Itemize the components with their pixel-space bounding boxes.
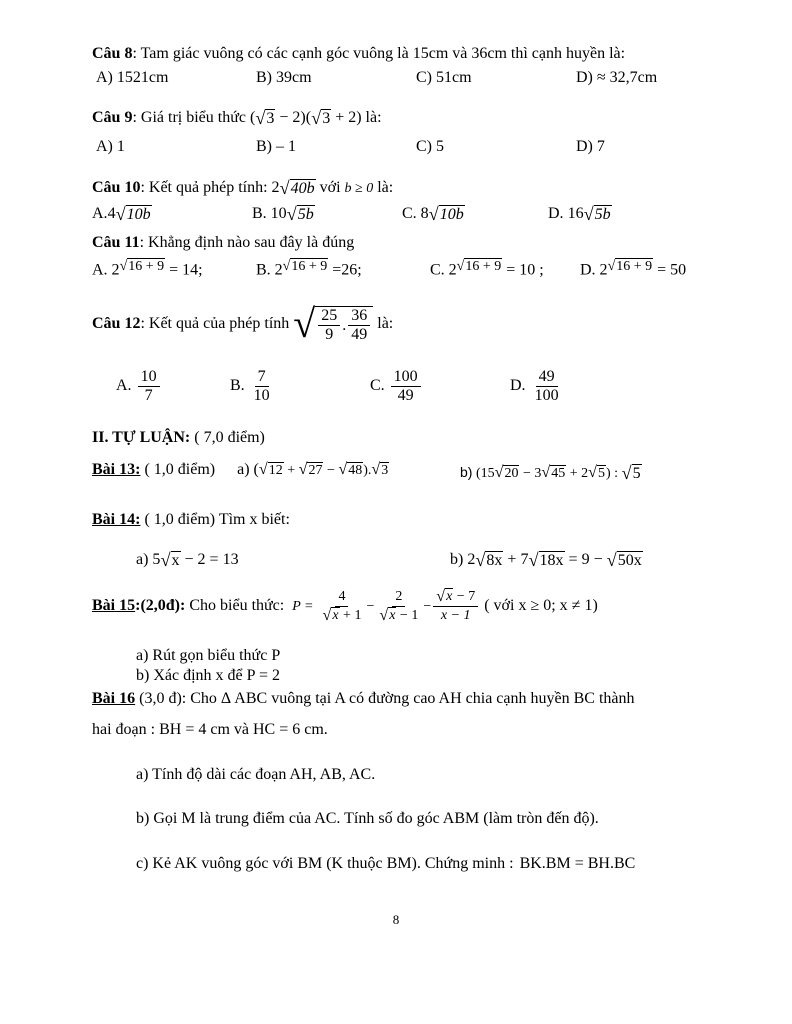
- q9-sqrt-b: √ 3: [311, 108, 331, 129]
- q12-text: : Kết quả của phép tính: [140, 315, 290, 332]
- q11-text: : Khẳng định nào sau đây là đúng: [139, 234, 355, 251]
- q12-label: Câu 12: [92, 315, 141, 332]
- q10-stem: [92, 178, 393, 199]
- b14-part-a: a) 5 √ x − 2 = 13: [136, 550, 239, 571]
- q11-option-b: B. 2 √ 16 + 9 =26;: [256, 259, 362, 279]
- b15-points: :(2,0đ):: [135, 597, 186, 614]
- q10-option-c: C. 8 √ 10b: [402, 204, 464, 225]
- q8-option-a: A) 1521cm: [96, 69, 169, 86]
- b16-text-1: (3,0 đ): Cho Δ ABC vuông tại A có đường cao AH chia cạnh huyền BC thành: [135, 690, 635, 707]
- b13-points: ( 1,0 điểm): [140, 461, 216, 478]
- q9-expression: ( √ 3 − 2)( √ 3 + 2): [249, 108, 362, 129]
- page-number: 8: [392, 912, 400, 927]
- q10-expression: 2 √ 40b: [271, 178, 315, 199]
- q10-option-a: A.4 √ 10b: [92, 204, 151, 225]
- q10-option-d: D. 16 √ 5b: [548, 204, 611, 225]
- b16-line-1: [92, 689, 635, 709]
- q9-label: Câu 9: [92, 109, 133, 126]
- q10-text: : Kết quả phép tính:: [140, 179, 268, 196]
- q9-sqrt-a: √ 3: [255, 108, 275, 129]
- q10-label: Câu 10: [92, 179, 141, 196]
- q8-text: : Tam giác vuông có các cạnh góc vuông là 15cm và 36cm thì cạnh huyền là:: [132, 45, 626, 62]
- q12-option-a: A. $\frac{10}{7}$: [116, 366, 162, 406]
- b16-part-b: b) Gọi M là trung điểm của AC. Tính số đo góc ABM (làm tròn đến độ).: [136, 810, 599, 827]
- q11-option-a: A. 2 √ 16 + 9 = 14;: [92, 259, 203, 279]
- q8-option-b: B) 39cm: [256, 69, 312, 86]
- q12-option-b: B. $\frac{7}{10}$: [230, 367, 270, 404]
- q12-option-c: C. $\frac{100}{49}$: [370, 366, 423, 406]
- b15-text: Cho biểu thức:: [185, 597, 285, 614]
- q8-label: Câu 8: [92, 45, 133, 62]
- b13-part-b: b) (15 √ 20 − 3 √ 45 + 2 √ 5 ) : √ 5: [460, 463, 641, 484]
- q10-suffix: là:: [373, 179, 394, 196]
- q9-option-d: D) 7: [576, 138, 605, 155]
- q12-expression: √ 25 9 . 36 49: [293, 304, 373, 344]
- b16-part-c: c) Kẻ AK vuông góc với BM (K thuộc BM). Chứng minh : BK.BM = BH.BC: [136, 855, 636, 872]
- q11-option-c: C. 2 √ 16 + 9 = 10 ;: [430, 259, 544, 279]
- q11-option-d: D. 2 √ 16 + 9 = 50: [580, 259, 687, 279]
- q9-option-b: B) – 1: [256, 138, 296, 155]
- b16-label: Bài 16: [92, 690, 136, 707]
- section-2-title: II. TỰ LUẬN:: [92, 429, 191, 446]
- q8-stem: [92, 44, 625, 64]
- q9-suffix: là:: [361, 109, 382, 126]
- b15-p-label: P =: [292, 599, 314, 614]
- b15-fraction-3: √ x − 7 x − 1: [433, 588, 478, 625]
- section-2-points: ( 7,0 điểm): [190, 429, 265, 446]
- b15-condition: ( với x ≥ 0; x ≠ 1): [480, 597, 598, 614]
- b14-text: ( 1,0 điểm) Tìm x biết:: [140, 511, 290, 528]
- b14-part-b: b) 2 √ 8x + 7 √ 18x = 9 − √ 50x: [450, 550, 642, 571]
- q11-stem: [92, 233, 354, 253]
- q9-text: : Giá trị biểu thức: [132, 109, 246, 126]
- section-2-heading: [92, 428, 265, 448]
- b14-label: Bài 14:: [92, 511, 141, 528]
- b15-fraction-2: 2 √ x − 1: [379, 588, 419, 624]
- q12-option-d: D. $\frac{49}{100}$: [510, 367, 559, 404]
- q9-option-a: A) 1: [96, 138, 125, 155]
- b16-part-c-formula: BK.BM = BH.BC: [519, 855, 636, 872]
- b16-line-2: hai đoạn : BH = 4 cm và HC = 6 cm.: [92, 721, 328, 738]
- q12-stem: [92, 302, 393, 346]
- b15-fraction-1: 4 √ x + 1: [322, 588, 362, 624]
- b15-line: Bài 15:(2,0đ): Cho biểu thức: P = 4 √ x + 1 − 2 √ x − 1 − √ x − 7 x − 1 ( với x ≥ 0; x ≠ 1): [92, 587, 598, 624]
- q11-label: Câu 11: [92, 234, 140, 251]
- b15-part-b: b) Xác định x để P = 2: [136, 667, 280, 684]
- b13-label: Bài 13:: [92, 461, 141, 478]
- b13-line: [92, 460, 389, 481]
- b15-part-a: a) Rút gọn biểu thức P: [136, 647, 281, 664]
- q10-condition: b ≥ 0: [344, 181, 374, 196]
- b14-line: [92, 510, 290, 530]
- b15-label: Bài 15: [92, 597, 136, 614]
- q9-stem: [92, 108, 382, 128]
- q9-option-c: C) 5: [416, 138, 444, 155]
- q10-option-b: B. 10 √ 5b: [252, 204, 314, 225]
- q10-with: với: [315, 179, 345, 196]
- q12-suffix: là:: [373, 315, 394, 332]
- q8-option-c: C) 51cm: [416, 69, 472, 86]
- q8-option-d: D) ≈ 32,7cm: [576, 69, 658, 86]
- b13-part-a: a) ( √ 12 + √ 27 − √ 48 ). √ 3: [237, 461, 389, 479]
- b16-part-a: a) Tính độ dài các đoạn AH, AB, AC.: [136, 766, 376, 783]
